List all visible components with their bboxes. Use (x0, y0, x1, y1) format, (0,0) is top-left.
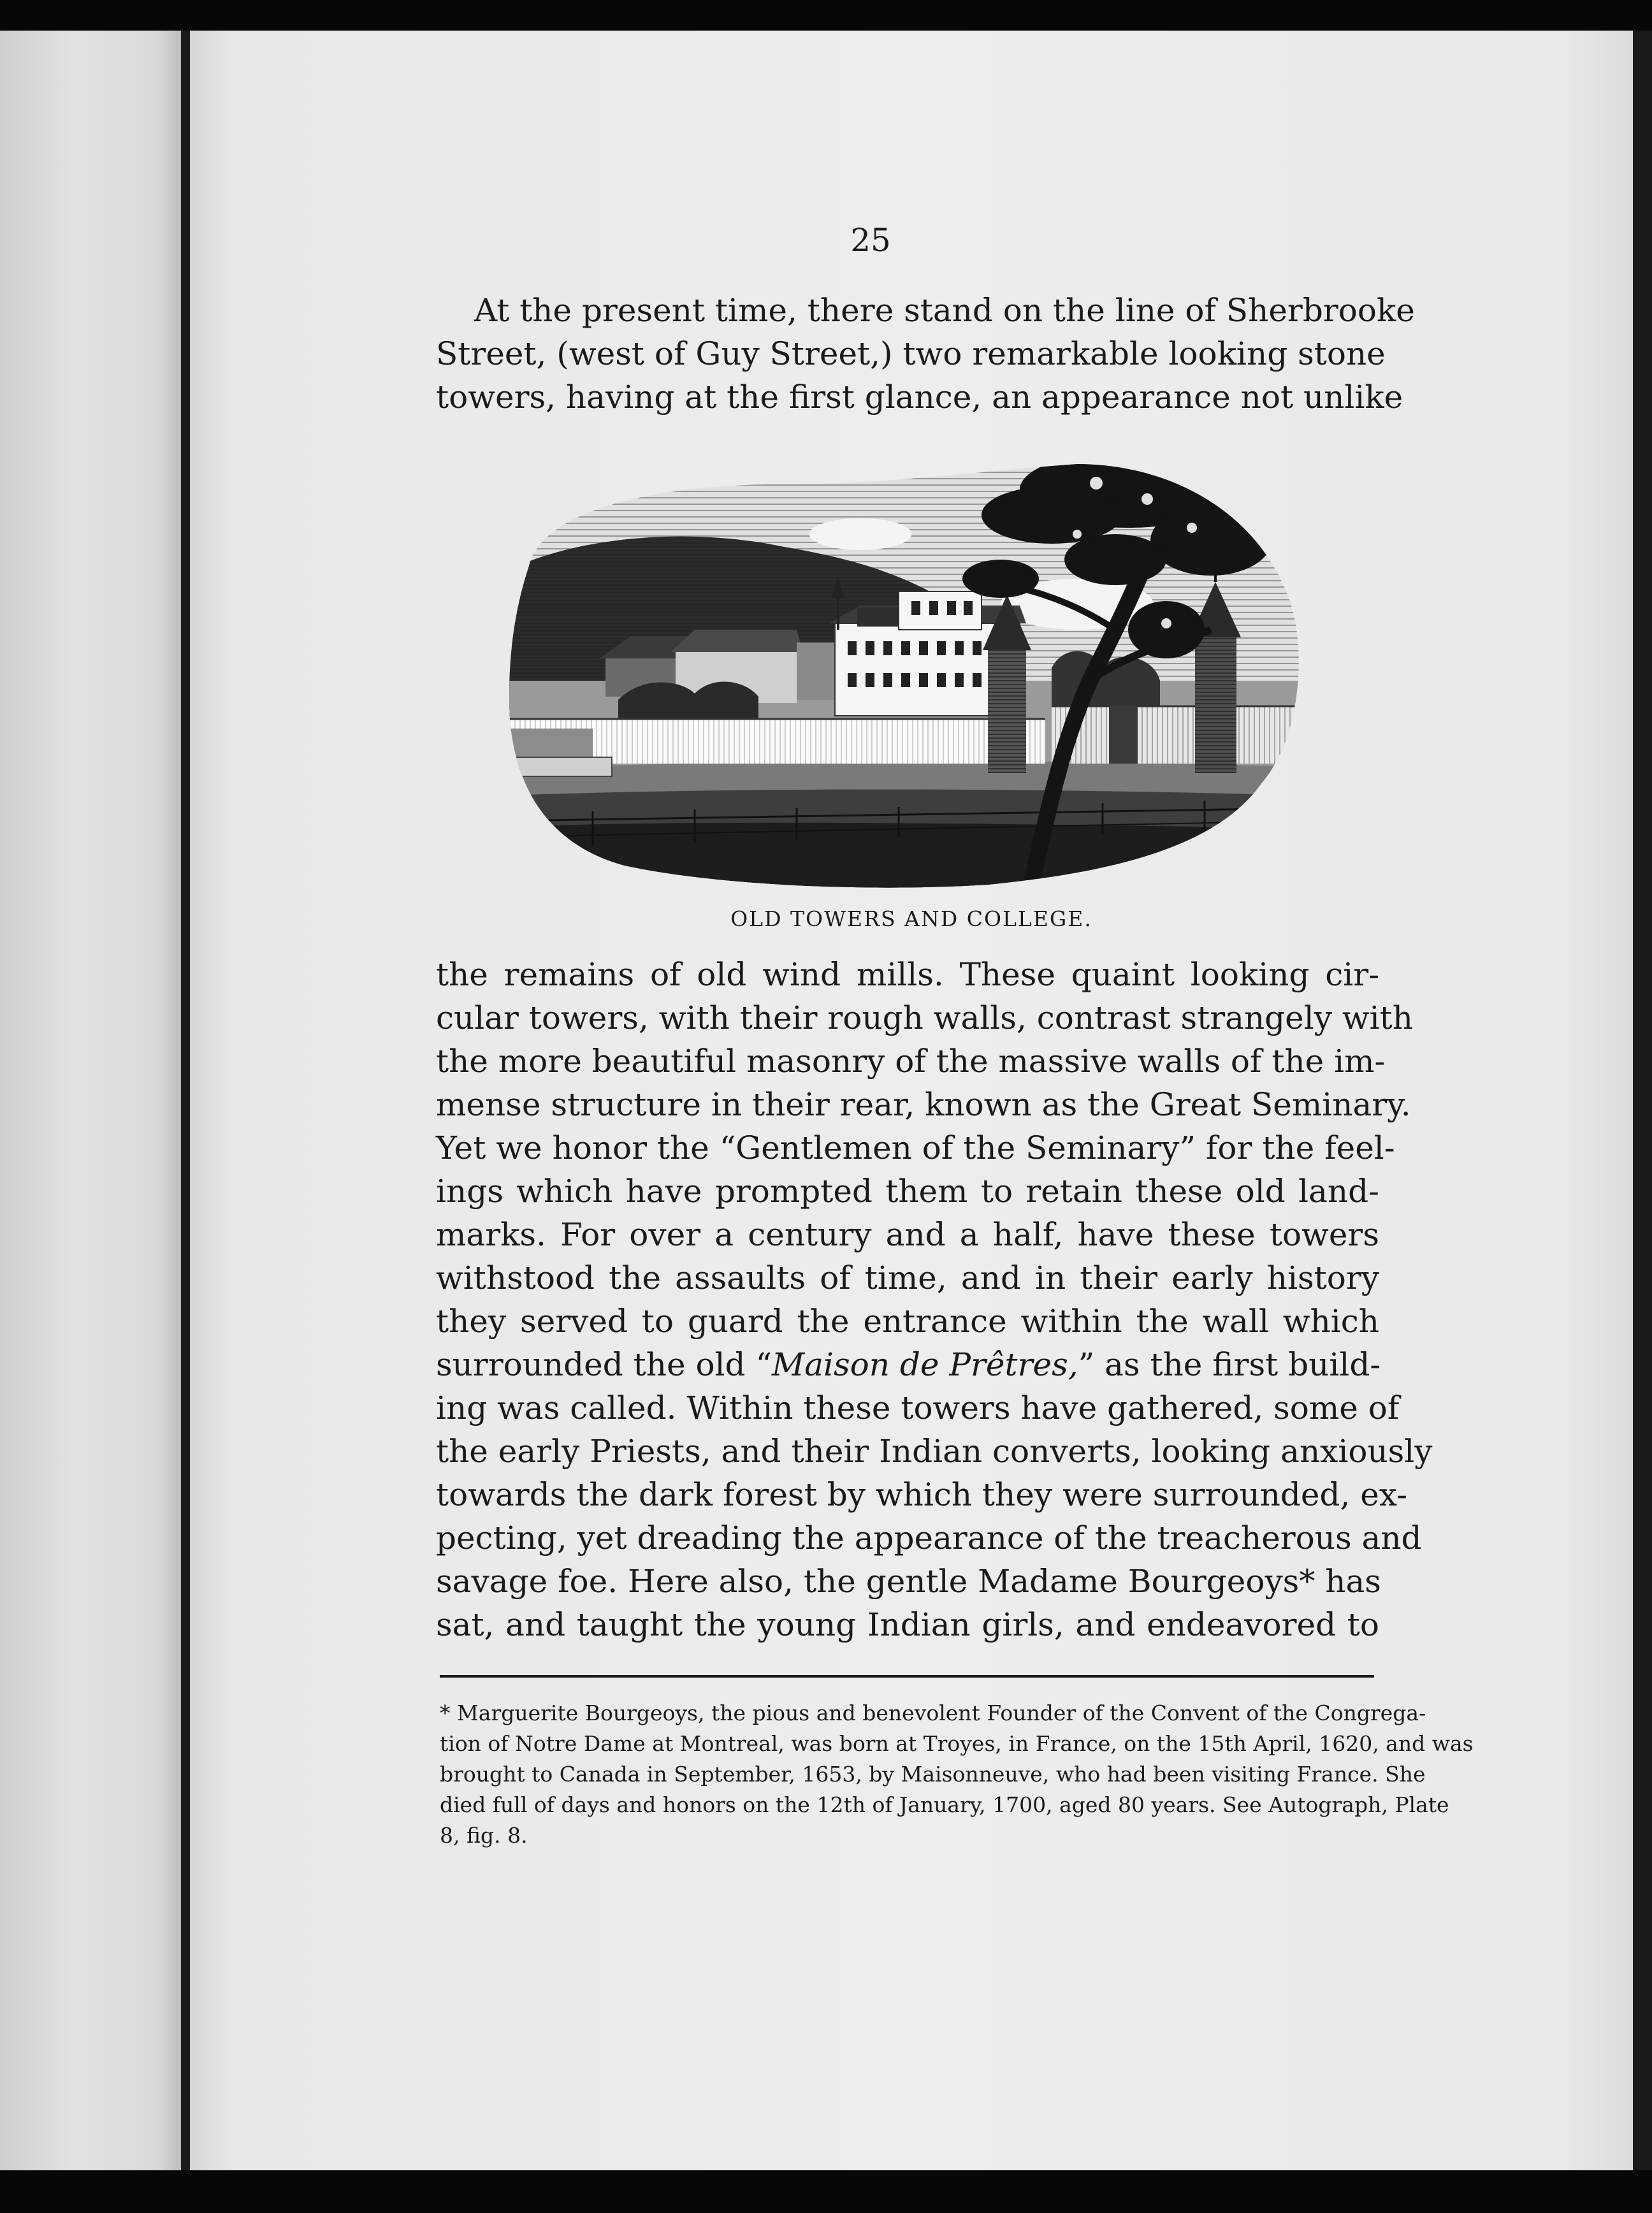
book-binding (181, 31, 190, 2172)
text-line: they served to guard the entrance within the wall which (436, 1303, 1379, 1340)
left-page-edge (0, 31, 185, 2172)
footnote-line: 8, fig. 8. (440, 1823, 528, 1848)
text-line-with-italic: surrounded the old “Maison de Prêtres,” as the first build- (436, 1346, 1381, 1383)
text-line: At the present time, there stand on the line of Sherbrooke (474, 292, 1415, 329)
text-run: surrounded the old (436, 1346, 746, 1383)
text-line: the more beautiful masonry of the massive walls of the im- (436, 1043, 1386, 1080)
footnote (440, 1698, 1474, 1851)
text-line: mense structure in their rear, known as the Great Seminary. (436, 1086, 1411, 1123)
text-line: ings which have prompted them to retain these old land- (436, 1173, 1379, 1210)
scan-top-border (0, 0, 1652, 32)
text-line: Yet we honor the “Gentlemen of the Seminary” for the feel- (436, 1129, 1395, 1166)
footnote-line: tion of Notre Dame at Montreal, was born at Troyes, in France, on the 15th April, 1620, and was (440, 1731, 1474, 1756)
footnote-line: died full of days and honors on the 12th of January, 1700, aged 80 years. See Autograph, Plate (440, 1792, 1449, 1817)
footnote-line: brought to Canada in September, 1653, by Maisonneuve, who had been visiting France. She (440, 1762, 1426, 1787)
text-line: pecting, yet dreading the appearance of the treacherous and (436, 1520, 1422, 1556)
figure-caption: OLD TOWERS AND COLLEGE. (730, 906, 1092, 931)
text-line: towards the dark forest by which they were surrounded, ex- (436, 1476, 1408, 1513)
scan-bottom-border (0, 2170, 1652, 2213)
text-line: the remains of old wind mills. These quaint looking cir- (436, 956, 1379, 993)
text-line: ing was called. Within these towers have gathered, some of (436, 1389, 1400, 1426)
text-line: the early Priests, and their Indian converts, looking anxiously (436, 1433, 1433, 1470)
engraving-old-towers-and-college (504, 439, 1307, 891)
text-run: as the first build- (1105, 1346, 1381, 1383)
text-line: cular towers, with their rough walls, contrast strangely with (436, 999, 1413, 1036)
footnote-rule (440, 1675, 1374, 1678)
text-line: sat, and taught the young Indian girls, and endeavored to (436, 1606, 1379, 1643)
text-line: towers, having at the first glance, an appearance not unlike (436, 379, 1403, 416)
text-line: savage foe. Here also, the gentle Madame Bourgeoys* has (436, 1563, 1381, 1600)
text-line: withstood the assaults of time, and in their early history (436, 1259, 1379, 1296)
scan-right-border (1633, 31, 1652, 2172)
page-number: 25 (850, 222, 891, 259)
italic-phrase: Maison de Prêtres, (772, 1346, 1078, 1383)
text-line: marks. For over a century and a half, have these towers (436, 1216, 1379, 1253)
text-line: Street, (west of Guy Street,) two remarkable looking stone (436, 335, 1386, 372)
footnote-line: * Marguerite Bourgeoys, the pious and benevolent Founder of the Convent of the Congrega- (440, 1701, 1426, 1725)
